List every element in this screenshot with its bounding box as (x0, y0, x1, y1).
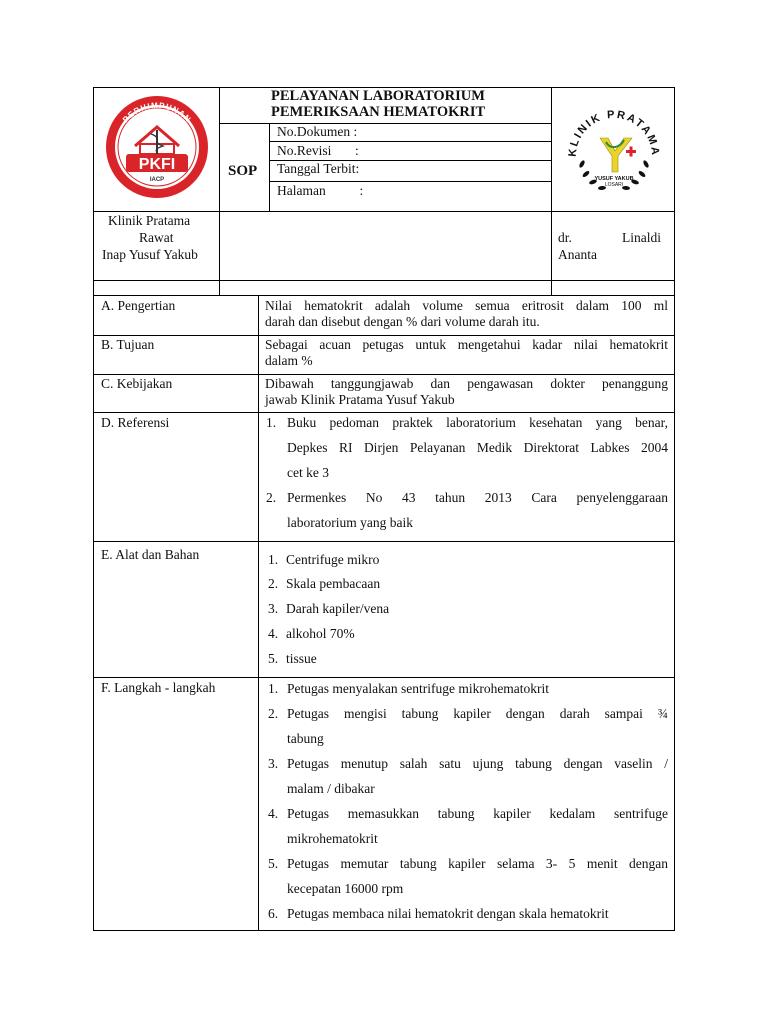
org-name-line3: Inap Yusuf Yakub (102, 247, 198, 262)
langkah-5-line2: kecepatan 16000 rpm (287, 881, 404, 896)
field-no-revisi: No.Revisi : (277, 143, 359, 158)
kebijakan-line2: jawab Klinik Pratama Yusuf Yakub (265, 392, 455, 407)
pengertian-line1: Nilai hematokrit adalah volume semua eritrosit dalam 100 ml (265, 298, 668, 313)
svg-text:IACP: IACP (149, 177, 165, 183)
pkfi-logo (104, 94, 210, 200)
langkah-num-3: 3. (268, 756, 279, 771)
referensi-2-line2: laboratorium yang baik (287, 515, 413, 530)
langkah-3-line2: malam / dibakar (287, 781, 375, 796)
signer-name-last: Ananta (558, 247, 597, 262)
field-halaman: Halaman : (277, 183, 364, 198)
langkah-num-5: 5. (268, 856, 279, 871)
field-no-dokumen: No.Dokumen : (277, 124, 358, 139)
langkah-2-line2: tabung (287, 731, 324, 746)
pkfi-wordmark: PKFI (138, 156, 176, 173)
svg-text:LOSARI: LOSARI (604, 182, 624, 188)
signer-title: dr. (558, 230, 572, 245)
langkah-3-line1: Petugas menutup salah satu ujung tabung dengan vaselin / (287, 756, 668, 771)
langkah-num-6: 6. (268, 906, 279, 921)
referensi-num-2: 2. (266, 490, 277, 505)
langkah-1-line1: Petugas menyalakan sentrifuge mikrohematokrit (287, 681, 550, 696)
referensi-num-1: 1. (266, 415, 277, 430)
alat-num-2: 2. (268, 576, 279, 591)
langkah-2-line1: Petugas mengisi tabung kapiler dengan darah sampai ¾ (287, 706, 668, 721)
alat-item-5: tissue (286, 651, 317, 666)
langkah-num-4: 4. (268, 806, 279, 821)
langkah-4-line1: Petugas memasukkan tabung kapiler kedalam sentrifuge (287, 806, 668, 821)
alat-num-4: 4. (268, 626, 279, 641)
label-tujuan: B. Tujuan (101, 337, 155, 352)
referensi-2-line1: Permenkes No 43 tahun 2013 Cara penyelenggaraan (287, 490, 668, 505)
label-referensi: D. Referensi (101, 415, 170, 430)
pengertian-line2: darah dan disebut dengan % dari volume darah itu. (265, 314, 540, 329)
label-alat-bahan: E. Alat dan Bahan (101, 547, 200, 562)
alat-num-3: 3. (268, 601, 279, 616)
langkah-5-line1: Petugas memutar tabung kapiler selama 3- 5 menit dengan (287, 856, 668, 871)
signer-name-first: Linaldi (622, 230, 661, 245)
doc-title-line2: PEMERIKSAAN HEMATOKRIT (271, 104, 486, 120)
alat-item-2: Skala pembacaan (286, 576, 381, 591)
klinik-arc-text: KLINIK PRATAMA (566, 108, 662, 158)
sop-label: SOP (228, 163, 258, 179)
svg-text:YUSUF YAKUB: YUSUF YAKUB (594, 176, 634, 182)
langkah-4-line2: mikrohematokrit (287, 831, 378, 846)
referensi-1-line3: cet ke 3 (287, 465, 329, 480)
alat-item-1: Centrifuge mikro (286, 552, 380, 567)
label-pengertian: A. Pengertian (101, 298, 176, 313)
langkah-6-line1: Petugas membaca nilai hematokrit dengan skala hematokrit (287, 906, 609, 921)
pkfi-arc-text: PERHIMPUNAN (121, 100, 193, 125)
doc-title-line1: PELAYANAN LABORATORIUM (271, 88, 485, 104)
klinik-pratama-logo (562, 94, 666, 200)
langkah-num-2: 2. (268, 706, 279, 721)
org-name-line1: Klinik Pratama (108, 213, 191, 228)
tujuan-line2: dalam % (265, 353, 313, 368)
kebijakan-line1: Dibawah tanggungjawab dan pengawasan dokter penanggung (265, 376, 668, 391)
alat-item-4: alkohol 70% (286, 626, 355, 641)
label-langkah: F. Langkah - langkah (101, 680, 216, 695)
label-kebijakan: C. Kebijakan (101, 376, 173, 391)
field-tanggal-terbit: Tanggal Terbit: (277, 161, 360, 176)
tujuan-line1: Sebagai acuan petugas untuk mengetahui kadar nilai hematokrit (265, 337, 668, 352)
alat-num-1: 1. (268, 552, 279, 567)
org-name-line2: Rawat (139, 230, 174, 245)
alat-num-5: 5. (268, 651, 279, 666)
referensi-1-line1: Buku pedoman praktek laboratorium kesehatan yang benar, (287, 415, 668, 430)
referensi-1-line2: Depkes RI Dirjen Pelayanan Medik Direktorat Labkes 2004 (287, 440, 668, 455)
langkah-num-1: 1. (268, 681, 279, 696)
alat-item-3: Darah kapiler/vena (286, 601, 390, 616)
